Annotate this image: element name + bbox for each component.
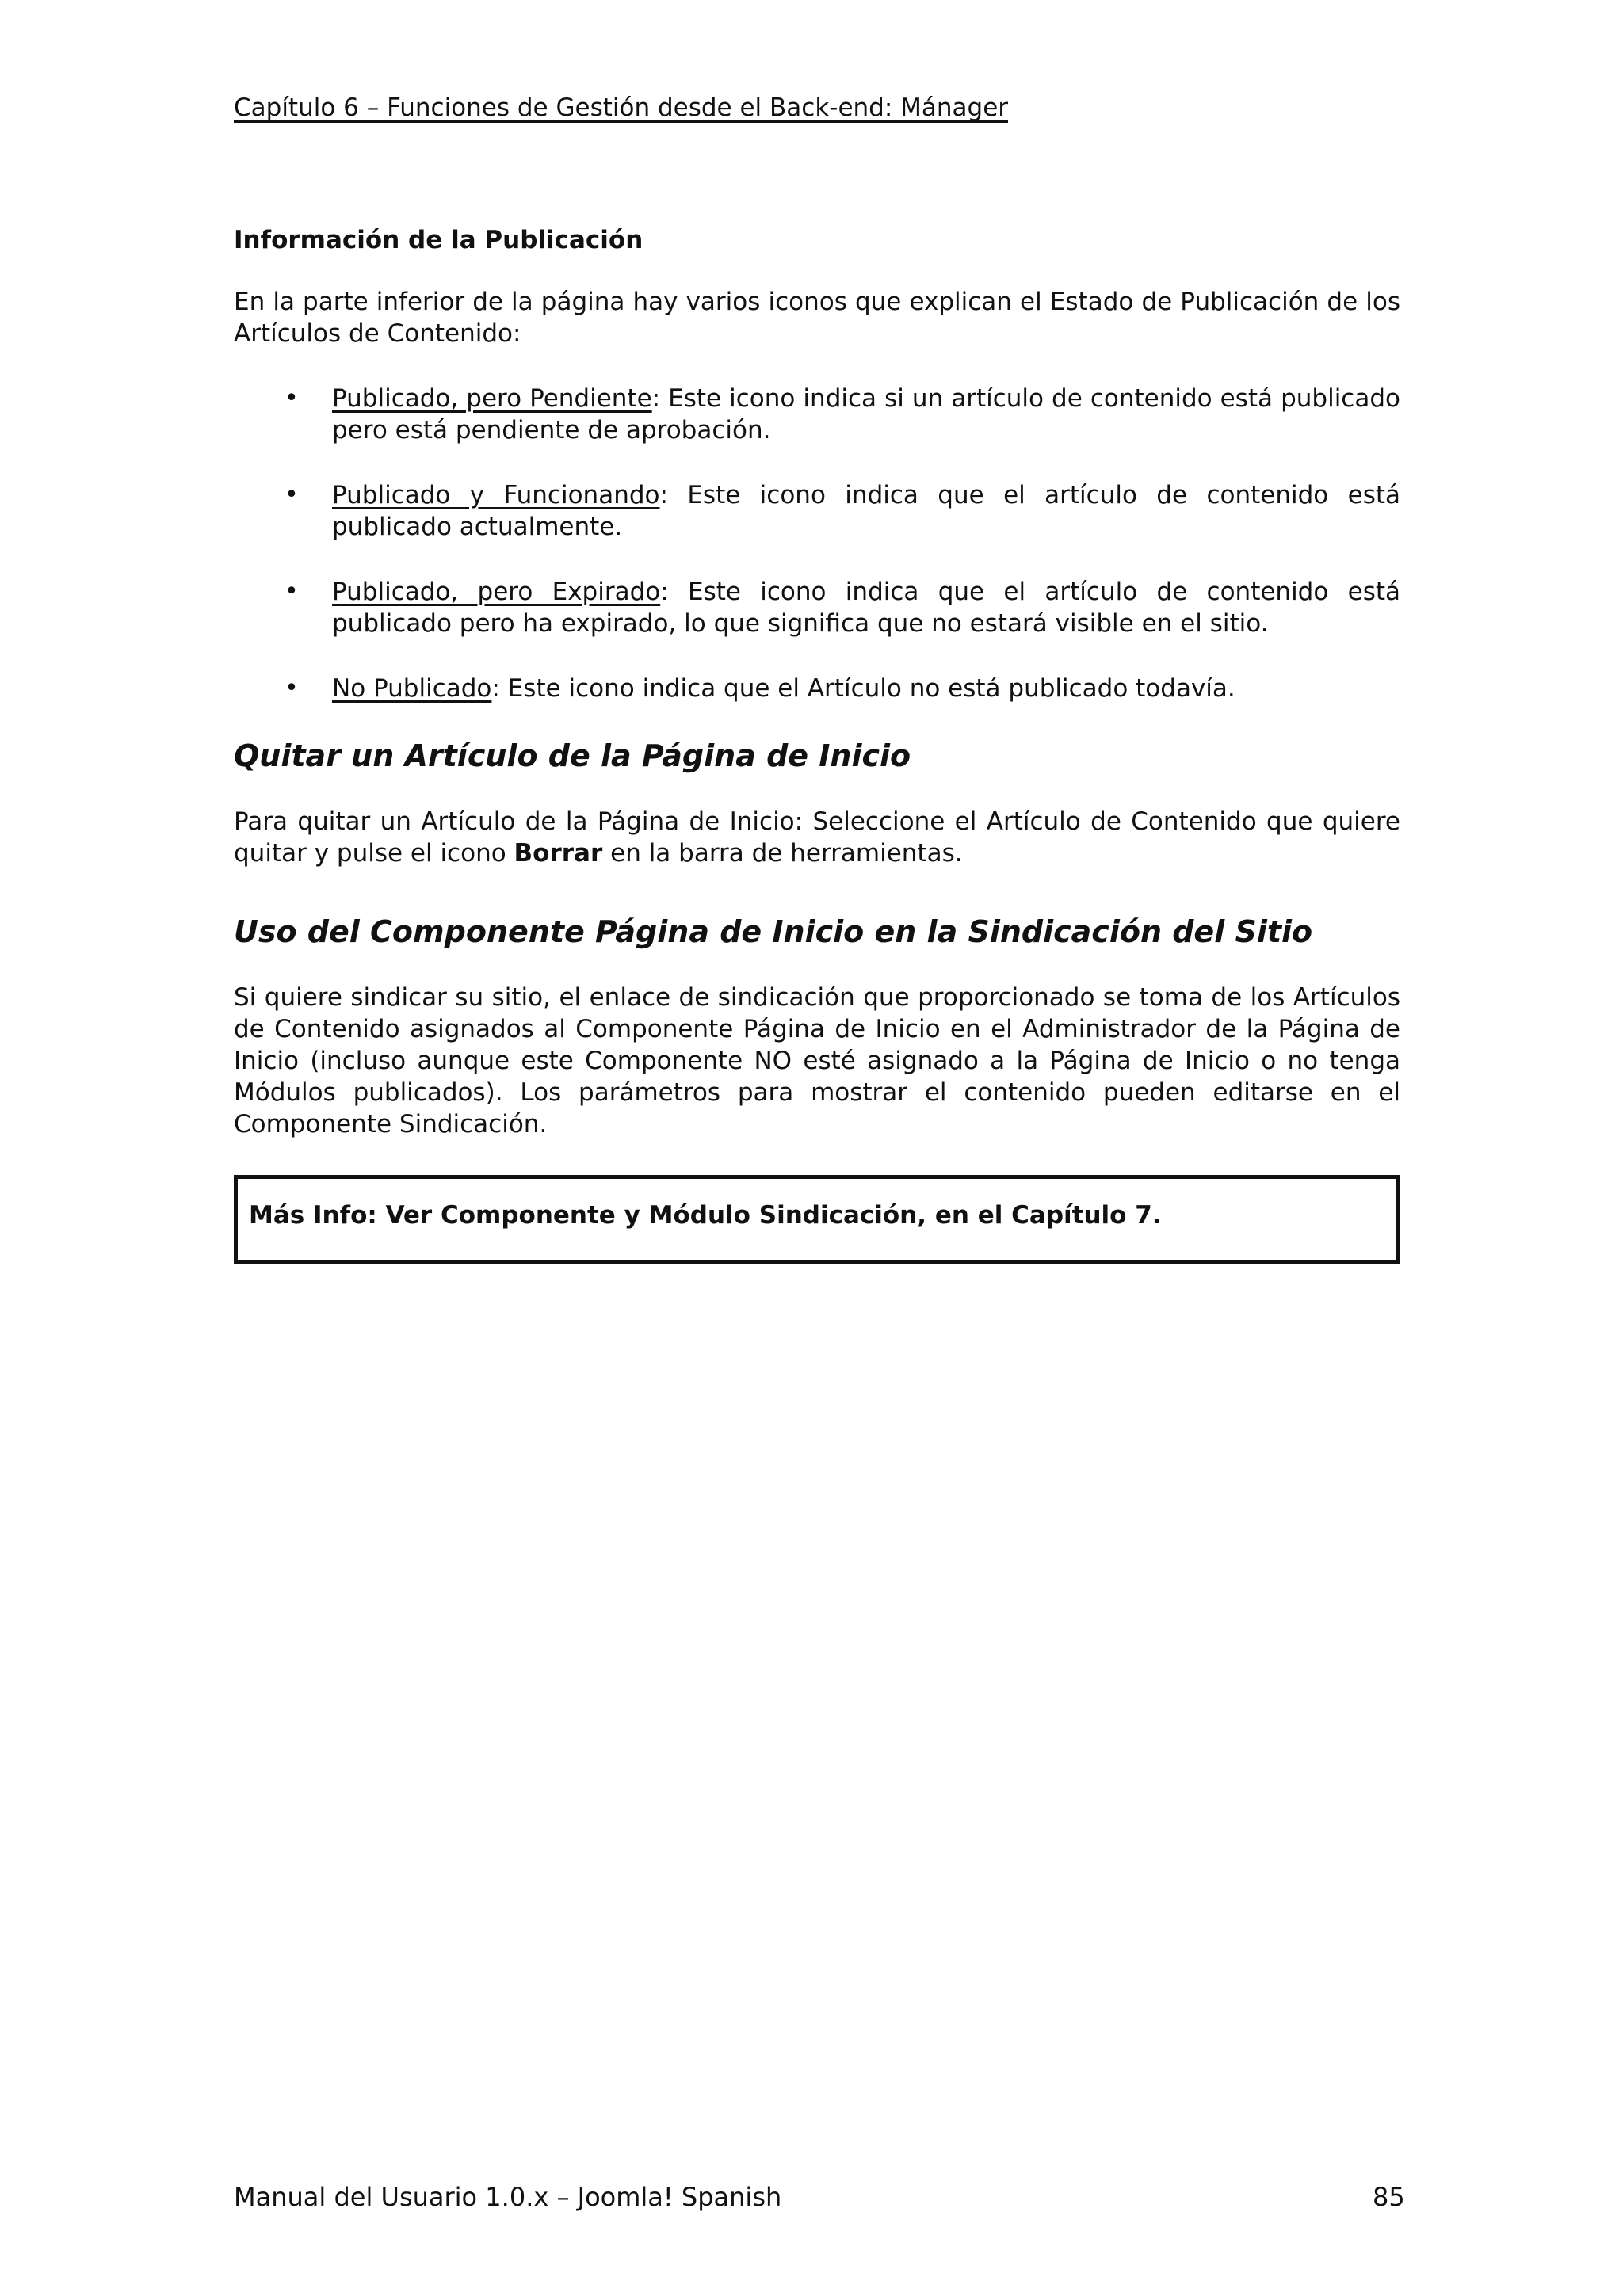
delete-label: Borrar xyxy=(514,839,603,868)
state-term: Publicado y Funcionando xyxy=(332,481,660,509)
bullet-icon: • xyxy=(285,481,299,509)
syndication-section-title: Uso del Componente Página de Inicio en la Sindicación del Sitio xyxy=(234,914,1313,949)
chapter-header: Capítulo 6 – Funciones de Gestión desde el Back-end: Mánager xyxy=(234,93,1009,122)
bullet-icon: • xyxy=(285,578,299,605)
list-item xyxy=(234,383,1400,446)
state-description: : Este icono indica si un artículo de contenido está publicado pero está pendiente de aprobación. xyxy=(332,384,1400,444)
more-info-box xyxy=(234,1175,1400,1264)
remove-text-after: en la barra de herramientas. xyxy=(602,839,963,868)
bullet-icon: • xyxy=(285,674,299,702)
publication-info-intro: En la parte inferior de la página hay varios iconos que explican el Estado de Publicación de los Artículos de Contenido: xyxy=(234,288,1400,348)
bullet-icon: • xyxy=(285,384,299,412)
remove-section-title: Quitar un Artículo de la Página de Inicio xyxy=(234,738,911,773)
state-description: : Este icono indica que el artículo de contenido está publicado pero ha expirado, lo que significa que no estará visible en el sitio. xyxy=(332,578,1401,638)
publication-info-heading: Información de la Publicación xyxy=(234,226,643,254)
list-item xyxy=(234,673,1400,704)
remove-section-text xyxy=(234,806,1400,869)
syndication-section-text: Si quiere sindicar su sitio, el enlace de sindicación que proporcionado se toma de los Artículos de Contenido asignados al Componente Página de Inicio en el Administrador de la Página de Inicio (incluso aunque este Componente NO esté asignado a la Página de Inicio o no tenga Módulos publicados). Los parámetros para mostrar el contenido pueden editarse en el Componente Sindicación. xyxy=(234,983,1400,1138)
state-description: : Este icono indica que el artículo de contenido está publicado actualmente. xyxy=(332,481,1400,541)
state-term: Publicado, pero Pendiente xyxy=(332,384,652,413)
list-item xyxy=(234,576,1400,639)
state-description: : Este icono indica que el Artículo no está publicado todavía. xyxy=(491,674,1235,703)
state-term: No Publicado xyxy=(332,674,492,703)
list-item xyxy=(234,479,1400,543)
more-info-text: Más Info: Ver Componente y Módulo Sindicación, en el Capítulo 7. xyxy=(249,1201,1162,1230)
page-number: 85 xyxy=(1373,2182,1405,2212)
remove-text-before: Para quitar un Artículo de la Página de Inicio: Seleccione el Artículo de Contenido que quiere quitar y pulse el icono xyxy=(234,807,1400,868)
state-term: Publicado, pero Expirado xyxy=(332,578,661,606)
page-content xyxy=(234,224,1400,1264)
footer-manual-title: Manual del Usuario 1.0.x – Joomla! Spanish xyxy=(234,2182,782,2212)
publication-states-list xyxy=(234,383,1400,704)
